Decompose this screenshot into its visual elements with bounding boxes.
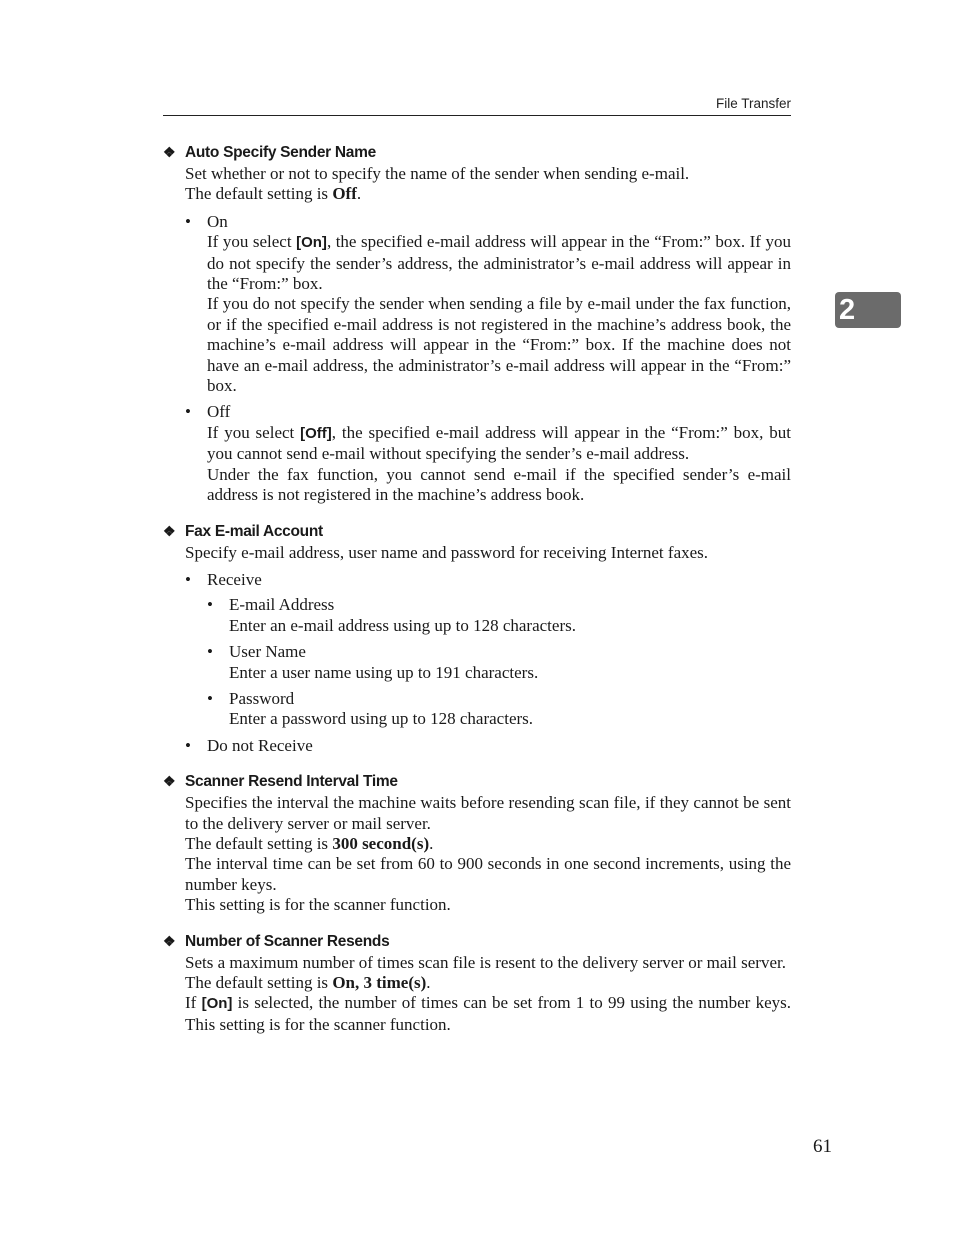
option-list [185, 570, 791, 756]
paragraph: If you do not specify the sender when sending a file by e-mail under the fax function, or if the specified e-mail address is not registered in the machine’s address book, the machine’s e-mail address will appear in the “From:” box. If the machine does not have an e-mail address, the administrator’s e-mail address will appear in the “From:” box. [207, 294, 791, 396]
section-heading [163, 141, 791, 164]
option-label: • E-mail Address [229, 595, 335, 615]
section-heading [163, 930, 791, 953]
paragraph: Specify e-mail address, user name and password for receiving Internet faxes. [185, 542, 709, 562]
list-item-off [207, 402, 791, 505]
header-rule [163, 115, 791, 116]
default-value: On, 3 time(s) [332, 973, 427, 992]
list-item-on [207, 212, 791, 397]
paragraph: The interval time can be set from 60 to 900 seconds in one second increments, using the number keys. [185, 854, 791, 894]
page-content [163, 141, 791, 1049]
list-item-email-address [229, 595, 791, 636]
section-auto-specify-sender-name [163, 141, 791, 506]
option-list [185, 212, 791, 506]
diamond-bullet-icon: ❖ [163, 144, 176, 160]
key-label: [Off] [300, 424, 332, 442]
section-fax-email-account [163, 520, 791, 757]
paragraph: Enter an e-mail address using up to 128 characters. [229, 615, 576, 635]
list-item-do-not-receive [207, 736, 791, 756]
default-setting-line: The default setting is Off. [185, 184, 362, 204]
paragraph: If [On] is selected, the number of times can be set from 1 to 99 using the number keys. This setting is for the scanner function. [185, 993, 791, 1034]
paragraph: If you select [On], the specified e-mail address will appear in the “From:” box. If you do not specify the sender’s address, the administrator’s e-mail address will appear in the “From:” box. [207, 232, 791, 294]
section-heading [163, 520, 791, 543]
option-label: • On [207, 211, 228, 231]
section-scanner-resend-interval-time [163, 770, 791, 915]
default-setting-line: The default setting is On, 3 time(s). [185, 973, 431, 992]
sub-option-list [207, 595, 791, 729]
default-value: Off [332, 184, 357, 204]
section-heading [163, 770, 791, 793]
section-title: Fax E-mail Account [185, 522, 323, 540]
option-label: • Off [207, 402, 231, 422]
running-head: File Transfer [715, 96, 791, 111]
default-value: 300 second(s) [332, 833, 430, 853]
option-label: • Password [229, 688, 295, 708]
option-label: • Do not Receive [207, 735, 313, 755]
key-label: [On] [201, 995, 233, 1013]
paragraph: Sets a maximum number of times scan file is resent to the delivery server or mail server. [185, 952, 786, 972]
chapter-tab: 2 [835, 292, 901, 328]
section-title: Auto Specify Sender Name [185, 144, 376, 161]
page-number: 61 [813, 1136, 832, 1157]
key-label: [On] [296, 234, 327, 252]
option-label: • Receive [207, 569, 262, 589]
list-item-password [229, 689, 791, 730]
diamond-bullet-icon: ❖ [163, 522, 176, 539]
paragraph: Enter a user name using up to 191 characters. [229, 662, 539, 682]
paragraph: Enter a password using up to 128 characters. [229, 709, 534, 729]
paragraph: Specifies the interval the machine waits before resending scan file, if they cannot be sent to the delivery server or mail server. [185, 793, 791, 833]
section-title: Number of Scanner Resends [185, 932, 390, 950]
option-label: • User Name [229, 642, 306, 662]
diamond-bullet-icon: ❖ [163, 932, 176, 949]
section-number-of-scanner-resends [163, 930, 791, 1036]
diamond-bullet-icon: ❖ [163, 773, 176, 790]
list-item-user-name [229, 642, 791, 683]
paragraph: Set whether or not to specify the name of the sender when sending e-mail. [185, 164, 690, 183]
default-setting-line: The default setting is 300 second(s). [185, 833, 434, 853]
section-title: Scanner Resend Interval Time [185, 773, 398, 791]
list-item-receive [207, 570, 791, 730]
paragraph: If you select [Off], the specified e-mail address will appear in the “From:” box, but you cannot send e-mail without specifying the sender’s e-mail address. [207, 422, 791, 464]
paragraph: This setting is for the scanner function. [185, 895, 451, 915]
paragraph: Under the fax function, you cannot send e-mail if the specified sender’s e-mail address is not registered in the machine’s address book. [207, 464, 791, 505]
